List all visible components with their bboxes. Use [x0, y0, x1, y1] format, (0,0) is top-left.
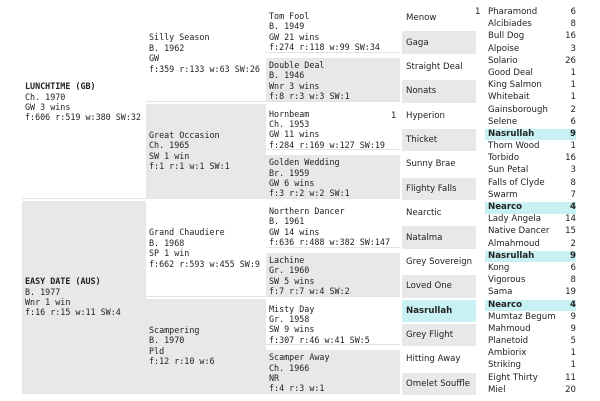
- horse-detail: SW 1 win: [149, 150, 190, 161]
- horse-detail: Wnr 1 win: [25, 297, 71, 307]
- ancestor-gen4-cell[interactable]: [402, 226, 476, 248]
- ancestor-gen5-row[interactable]: [485, 202, 576, 214]
- ancestor-gen4-cell[interactable]: [402, 56, 476, 78]
- ancestor-gen5-row[interactable]: [485, 92, 576, 104]
- ancestor-prefix: 1: [391, 110, 397, 121]
- occurrence-count: 8: [570, 275, 576, 286]
- great-grandparent-cell[interactable]: [266, 253, 400, 297]
- occurrence-count: 20: [565, 384, 576, 395]
- ancestor-name: Hyperion: [406, 110, 445, 121]
- grandparent-cell[interactable]: [146, 299, 266, 395]
- horse-detail: B. 1949: [269, 21, 305, 32]
- ancestor-gen5-row[interactable]: [485, 31, 576, 43]
- ancestor-name: Good Deal: [488, 67, 533, 78]
- ancestor-gen5-row[interactable]: [485, 263, 576, 275]
- ancestor-name: Alpoise: [488, 43, 520, 54]
- ancestor-name: Straight Deal: [406, 61, 463, 72]
- occurrence-count: 9: [570, 250, 576, 261]
- horse-name: Northern Dancer: [269, 206, 345, 216]
- ancestor-gen5-row[interactable]: [485, 80, 576, 92]
- ancestor-gen4-cell[interactable]: [402, 275, 476, 297]
- ancestor-gen4-cell[interactable]: [402, 153, 476, 175]
- ancestor-gen4-cell[interactable]: [402, 202, 476, 224]
- ancestor-name: Planetoid: [488, 336, 529, 347]
- horse-detail: f:8 r:3 w:3 SW:1: [269, 90, 350, 101]
- ancestor-gen5-row[interactable]: [485, 287, 576, 299]
- ancestor-gen5-row[interactable]: [485, 165, 576, 177]
- horse-name: Great Occasion: [149, 129, 220, 140]
- occurrence-count: 9: [570, 311, 576, 322]
- ancestor-gen5-row[interactable]: [485, 56, 576, 68]
- occurrence-count: 6: [570, 262, 576, 273]
- ancestor-name: Thicket: [406, 135, 438, 146]
- horse-detail: f:284 r:169 w:127 SW:19: [269, 139, 385, 150]
- occurrence-count: 9: [570, 128, 576, 139]
- ancestor-name: Sama: [488, 287, 513, 298]
- ancestor-name: Bull Dog: [488, 31, 525, 42]
- occurrence-count: 3: [570, 43, 576, 54]
- horse-detail: Ch. 1966: [269, 362, 310, 373]
- horse-detail: Gr. 1960: [269, 265, 310, 276]
- horse-detail: B. 1961: [269, 216, 305, 227]
- occurrence-count: 8: [570, 19, 576, 30]
- ancestor-gen5-row[interactable]: [485, 19, 576, 31]
- horse-detail: f:359 r:133 w:63 SW:26: [149, 63, 260, 74]
- ancestor-gen5-row[interactable]: [485, 141, 576, 153]
- occurrence-count: 1: [570, 348, 576, 359]
- horse-detail: f:274 r:118 w:99 SW:34: [269, 42, 380, 53]
- ancestor-name: Nasrullah: [488, 128, 535, 139]
- horse-detail: GW 21 wins: [269, 31, 320, 42]
- ancestor-name: Natalma: [406, 232, 443, 243]
- ancestor-name: Flighty Falls: [406, 183, 457, 194]
- sire-dam-cell[interactable]: [22, 6, 146, 199]
- horse-detail: Br. 1959: [269, 167, 310, 178]
- ancestor-name: Thorn Wood: [488, 141, 540, 152]
- horse-detail: SP 1 win: [149, 248, 190, 259]
- horse-detail: GW 6 wins: [269, 178, 315, 189]
- ancestor-name: Menow: [406, 13, 437, 24]
- horse-detail: Ch. 1970: [25, 91, 66, 102]
- horse-name: Golden Wedding: [269, 157, 340, 168]
- horse-detail: GW: [149, 53, 160, 64]
- ancestor-name: Nonats: [406, 86, 437, 97]
- great-grandparent-cell[interactable]: [266, 155, 400, 199]
- ancestor-name: Nearctic: [406, 208, 442, 219]
- horse-detail: SW 9 wins: [269, 324, 315, 335]
- ancestor-gen4-cell[interactable]: [402, 300, 476, 322]
- ancestor-gen5-row[interactable]: [485, 324, 576, 336]
- ancestor-name: Grey Sovereign: [406, 256, 473, 267]
- horse-name: EASY DATE (AUS): [25, 276, 101, 287]
- horse-detail: B. 1946: [269, 70, 305, 81]
- horse-name: LUNCHTIME (GB): [25, 81, 96, 92]
- horse-name: Misty Day: [269, 303, 315, 314]
- horse-detail: GW 11 wins: [269, 129, 320, 140]
- horse-detail: B. 1962: [149, 42, 185, 53]
- ancestor-gen5-row[interactable]: [485, 385, 576, 397]
- ancestor-name: Nasrullah: [488, 250, 535, 261]
- great-grandparent-cell[interactable]: [266, 9, 400, 53]
- ancestor-gen4-cell[interactable]: [402, 324, 476, 346]
- occurrence-count: 1: [570, 92, 576, 103]
- great-grandparent-cell[interactable]: [266, 204, 400, 248]
- great-grandparent-cell[interactable]: [266, 58, 400, 102]
- horse-name: Scamper Away: [269, 352, 330, 363]
- horse-name: Lachine: [269, 254, 305, 265]
- horse-detail: f:16 r:15 w:11 SW:4: [25, 307, 121, 318]
- horse-detail: f:3 r:2 w:2 SW:1: [269, 188, 350, 199]
- occurrence-count: 1: [570, 67, 576, 78]
- ancestor-name: Nearco: [488, 202, 523, 212]
- horse-detail: B. 1968: [149, 237, 185, 248]
- ancestor-name: Pharamond: [488, 7, 538, 17]
- ancestor-gen4-cell[interactable]: [402, 7, 476, 29]
- occurrence-count: 4: [570, 299, 576, 310]
- ancestor-name: Alcibiades: [488, 19, 532, 30]
- great-grandparent-cell[interactable]: [266, 302, 400, 346]
- grandparent-cell[interactable]: [146, 6, 266, 102]
- ancestor-gen5-row[interactable]: [485, 373, 576, 385]
- ancestor-gen5-row[interactable]: [485, 153, 576, 165]
- ancestor-name: King Salmon: [488, 80, 542, 91]
- ancestor-name: Torbido: [488, 153, 520, 164]
- occurrence-count: 6: [570, 116, 576, 127]
- horse-detail: B. 1977: [25, 286, 61, 297]
- horse-detail: f:1 r:1 w:1 SW:1: [149, 161, 230, 172]
- ancestor-gen5-row[interactable]: [485, 68, 576, 80]
- ancestor-name: Swarm: [488, 189, 518, 200]
- ancestor-gen5-row[interactable]: [485, 44, 576, 56]
- ancestor-gen4-cell[interactable]: [402, 31, 476, 53]
- sire-dam-cell[interactable]: [22, 201, 146, 394]
- occurrence-count: 16: [565, 153, 576, 164]
- ancestor-name: Whitebait: [488, 92, 530, 103]
- occurrence-count: 1: [570, 360, 576, 371]
- occurrence-count: 2: [570, 238, 576, 249]
- occurrence-count: 7: [570, 189, 576, 200]
- occurrence-count: 5: [570, 336, 576, 347]
- occurrence-count: 2: [570, 104, 576, 115]
- occurrence-count: 19: [565, 287, 576, 298]
- ancestor-gen4-cell[interactable]: [402, 80, 476, 102]
- ancestor-gen5-row[interactable]: [485, 214, 576, 226]
- ancestor-gen4-cell[interactable]: [402, 373, 476, 395]
- horse-detail: f:636 r:488 w:382 SW:147: [269, 237, 391, 248]
- horse-detail: Ch. 1953: [269, 118, 310, 129]
- horse-detail: SW 5 wins: [269, 275, 315, 286]
- ancestor-name: Mahmoud: [488, 323, 531, 334]
- ancestor-name: Sunny Brae: [406, 159, 456, 170]
- ancestor-name: Eight Thirty: [488, 372, 538, 383]
- horse-detail: B. 1970: [149, 335, 185, 346]
- ancestor-gen4-cell[interactable]: [402, 251, 476, 273]
- ancestor-name: Lady Angela: [488, 214, 542, 225]
- horse-detail: Wnr 3 wins: [269, 80, 320, 91]
- horse-name: Tom Fool: [269, 11, 310, 21]
- horse-detail: NR: [269, 373, 280, 384]
- ancestor-name: Hitting Away: [406, 354, 461, 365]
- occurrence-count: 9: [570, 323, 576, 334]
- ancestor-gen5-row[interactable]: [485, 105, 576, 117]
- horse-detail: f:7 r:7 w:4 SW:2: [269, 285, 350, 296]
- ancestor-name: Selene: [488, 116, 518, 127]
- ancestor-gen5-row[interactable]: [485, 178, 576, 190]
- ancestor-name: Loved One: [406, 281, 452, 292]
- horse-detail: GW 3 wins: [25, 102, 71, 112]
- ancestor-name: Sun Petal: [488, 165, 529, 176]
- ancestor-name: Falls of Clyde: [488, 177, 545, 188]
- occurrence-count: 14: [565, 214, 576, 225]
- ancestor-name: Striking: [488, 360, 522, 371]
- occurrence-count: 16: [565, 31, 576, 42]
- horse-detail: GW 14 wins: [269, 226, 320, 237]
- horse-detail: Pld: [149, 345, 165, 356]
- ancestor-name: Vigorous: [488, 275, 526, 286]
- occurrence-count: 3: [570, 165, 576, 176]
- ancestor-name: Miel: [488, 384, 506, 395]
- ancestor-gen5-row[interactable]: [485, 336, 576, 348]
- horse-detail: Gr. 1958: [269, 313, 310, 324]
- horse-name: Scampering: [149, 324, 200, 335]
- occurrence-count: 4: [570, 202, 576, 212]
- occurrence-count: 11: [565, 372, 576, 383]
- ancestor-name: Omelet Souffle: [406, 378, 470, 389]
- ancestor-gen4-cell[interactable]: [402, 178, 476, 200]
- horse-name: Hornbeam: [269, 108, 310, 119]
- ancestor-gen5-row[interactable]: [475, 7, 576, 19]
- horse-name: Double Deal: [269, 59, 325, 70]
- ancestor-gen4-cell[interactable]: [402, 129, 476, 151]
- horse-detail: f:4 r:3 w:1: [269, 383, 325, 394]
- occurrence-count: 8: [570, 177, 576, 188]
- occurrence-count: 26: [565, 55, 576, 66]
- horse-detail: f:307 r:46 w:41 SW:5: [269, 334, 370, 345]
- grandparent-cell[interactable]: [146, 201, 266, 297]
- ancestor-gen5-row[interactable]: [485, 117, 576, 129]
- ancestor-name: Solario: [488, 55, 518, 66]
- ancestor-gen5-row[interactable]: [485, 190, 576, 202]
- ancestor-gen4-cell[interactable]: [391, 105, 476, 127]
- ancestor-name: Gaga: [406, 37, 429, 48]
- ancestor-name: Gainsborough: [488, 104, 548, 115]
- grandparent-cell[interactable]: [146, 104, 266, 200]
- ancestor-gen5-row[interactable]: [485, 300, 576, 312]
- great-grandparent-cell[interactable]: [266, 350, 400, 394]
- horse-detail: f:662 r:593 w:455 SW:9: [149, 258, 260, 269]
- horse-name: Silly Season: [149, 32, 210, 43]
- occurrence-count: 6: [570, 7, 576, 17]
- ancestor-gen4-cell[interactable]: [402, 348, 476, 370]
- ancestor-gen5-row[interactable]: [485, 348, 576, 360]
- ancestor-name: Native Dancer: [488, 226, 550, 237]
- ancestor-name: Grey Flight: [406, 330, 454, 341]
- horse-detail: Ch. 1965: [149, 140, 190, 151]
- ancestor-name: Nasrullah: [406, 305, 453, 316]
- horse-name: Grand Chaudiere: [149, 227, 225, 238]
- ancestor-gen5-row[interactable]: [485, 129, 576, 141]
- occurrence-count: 15: [565, 226, 576, 237]
- ancestor-name: Ambiorix: [488, 348, 527, 359]
- ancestor-name: Kong: [488, 262, 510, 273]
- great-grandparent-cell[interactable]: [266, 107, 400, 151]
- horse-detail: f:12 r:10 w:6: [149, 356, 215, 367]
- ancestor-gen5-row[interactable]: [485, 251, 576, 263]
- ancestor-gen5-row[interactable]: [485, 312, 576, 324]
- ancestor-name: Mumtaz Begum: [488, 311, 556, 322]
- ancestor-prefix: 1: [475, 7, 481, 17]
- occurrence-count: 1: [570, 80, 576, 91]
- occurrence-count: 1: [570, 141, 576, 152]
- ancestor-name: Almahmoud: [488, 238, 540, 249]
- horse-detail: f:606 r:519 w:380 SW:32: [25, 112, 141, 123]
- ancestor-name: Nearco: [488, 299, 523, 310]
- ancestor-gen5-row[interactable]: [485, 360, 576, 372]
- ancestor-gen5-row[interactable]: [485, 275, 576, 287]
- ancestor-gen5-row[interactable]: [485, 239, 576, 251]
- ancestor-gen5-row[interactable]: [485, 226, 576, 238]
